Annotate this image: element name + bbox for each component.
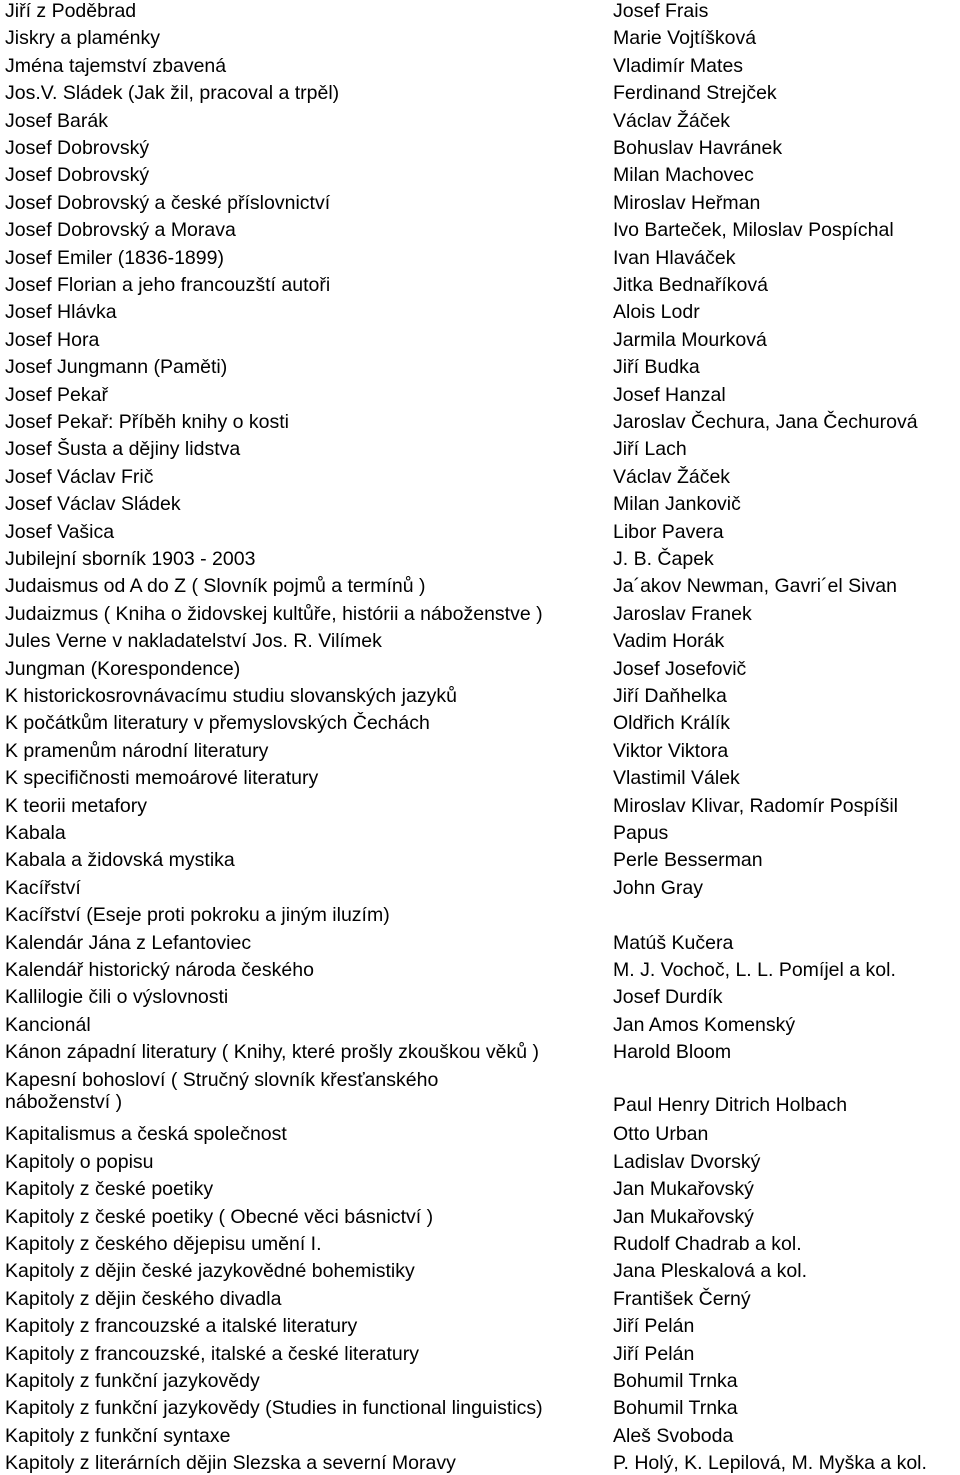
book-title: Josef Pekař — [5, 384, 108, 406]
book-title: Josef Šusta a dějiny lidstva — [5, 438, 241, 460]
book-author: Jitka Bednaříková — [613, 274, 769, 296]
book-title: Judaismus od A do Z ( Slovník pojmů a termínů ) — [5, 575, 426, 597]
book-title: Josef Barák — [5, 110, 108, 132]
book-author: Josef Durdík — [613, 986, 723, 1008]
book-author: Ivan Hlaváček — [613, 247, 736, 269]
book-author: Harold Bloom — [613, 1041, 732, 1063]
book-author: Jiří Budka — [613, 356, 700, 378]
book-title: Kapitoly z francouzské, italské a české literatury — [5, 1343, 420, 1365]
book-title: Kánon západní literatury ( Knihy, které prošly zkouškou věků ) — [5, 1041, 539, 1063]
book-author: J. B. Čapek — [613, 548, 714, 570]
book-author: Ferdinand Strejček — [613, 82, 777, 104]
book-title: Jiskry a plaménky — [5, 27, 160, 49]
book-author: Jiří Daňhelka — [613, 685, 727, 707]
book-title: Kacířství (Eseje proti pokroku a jiným iluzím) — [5, 904, 390, 926]
book-author: Papus — [613, 822, 669, 844]
book-title: Kapitoly z funkční jazykovědy — [5, 1370, 260, 1392]
book-author: Marie Vojtíšková — [613, 27, 757, 49]
book-author: Jiří Pelán — [613, 1343, 695, 1365]
book-title: Jména tajemství zbavená — [5, 55, 227, 77]
book-author: Miroslav Klivar, Radomír Pospíšil — [613, 795, 898, 817]
book-title: Josef Hora — [5, 329, 100, 351]
book-author: Vladimír Mates — [613, 55, 744, 77]
book-author: Jaroslav Franek — [613, 603, 752, 625]
book-author: Alois Lodr — [613, 301, 700, 323]
book-title: Kapitoly z dějin českého divadla — [5, 1288, 282, 1310]
book-author: Libor Pavera — [613, 521, 724, 543]
book-author: P. Holý, K. Lepilová, M. Myška a kol. — [613, 1452, 927, 1474]
book-author: Jan Amos Komenský — [613, 1014, 796, 1036]
book-title: Kapitoly z českého dějepisu umění I. — [5, 1233, 322, 1255]
book-title: Josef Dobrovský — [5, 137, 150, 159]
book-author: Ja´akov Newman, Gavri´el Sivan — [613, 575, 897, 597]
book-title: Jules Verne v nakladatelství Jos. R. Vilímek — [5, 630, 382, 652]
book-title: Jiří z Poděbrad — [5, 0, 137, 22]
book-title: Kacířství — [5, 877, 81, 899]
book-author: Jiří Lach — [613, 438, 687, 460]
book-author: Bohuslav Havránek — [613, 137, 783, 159]
book-author: Josef Frais — [613, 0, 709, 22]
book-author: Jana Pleskalová a kol. — [613, 1260, 808, 1282]
book-author: František Černý — [613, 1288, 751, 1310]
book-title: Josef Dobrovský — [5, 164, 150, 186]
book-title: Kabala a židovská mystika — [5, 849, 235, 871]
book-title: Josef Dobrovský a Morava — [5, 219, 236, 241]
book-title: K specifičnosti memoárové literatury — [5, 767, 319, 789]
book-title: Josef Václav Frič — [5, 466, 154, 488]
book-title: Kapitoly z české poetiky ( Obecné věci básnictví ) — [5, 1206, 434, 1228]
book-title: Judaizmus ( Kniha o židovskej kultůře, histórii a náboženstve ) — [5, 603, 543, 625]
book-author: Václav Žáček — [613, 466, 731, 488]
book-author: Bohumil Trnka — [613, 1370, 738, 1392]
book-author: Jan Mukařovský — [613, 1206, 754, 1228]
book-author: Vlastimil Válek — [613, 767, 740, 789]
book-author: Jarmila Mourková — [613, 329, 767, 351]
book-author: Josef Hanzal — [613, 384, 726, 406]
book-title: Jungman (Korespondence) — [5, 658, 241, 680]
book-title: Kabala — [5, 822, 66, 844]
book-author: Oldřich Králík — [613, 712, 731, 734]
book-author: Josef Josefovič — [613, 658, 747, 680]
book-author: Milan Machovec — [613, 164, 754, 186]
book-title: Kalendár Jána z Lefantoviec — [5, 932, 252, 954]
book-title: Kapitalismus a česká společnost — [5, 1123, 287, 1145]
book-author: Ladislav Dvorský — [613, 1151, 761, 1173]
book-author: Perle Besserman — [613, 849, 763, 871]
book-title: Kallilogie čili o výslovnosti — [5, 986, 229, 1008]
book-title: Kapitoly z funkční syntaxe — [5, 1425, 231, 1447]
book-title: Josef Hlávka — [5, 301, 117, 323]
book-author: Jiří Pelán — [613, 1315, 695, 1337]
book-title: Josef Florian a jeho francouzští autoři — [5, 274, 331, 296]
book-author: Matúš Kučera — [613, 932, 734, 954]
book-author: John Gray — [613, 877, 703, 899]
book-author: Viktor Viktora — [613, 740, 729, 762]
book-title: Kapitoly z francouzské a italské literatury — [5, 1315, 358, 1337]
book-title: Kapesní bohosloví ( Stručný slovník křesťanského náboženství ) — [5, 1069, 439, 1113]
book-author: Ivo Barteček, Miloslav Pospíchal — [613, 219, 894, 241]
book-title: Jubilejní sborník 1903 - 2003 — [5, 548, 256, 570]
book-author: Václav Žáček — [613, 110, 731, 132]
book-title: Josef Dobrovský a české příslovnictví — [5, 192, 331, 214]
book-title: Josef Václav Sládek — [5, 493, 181, 515]
book-title: Kalendář historický národa českého — [5, 959, 314, 981]
book-title: Josef Emiler (1836-1899) — [5, 247, 224, 269]
book-author: Milan Jankovič — [613, 493, 741, 515]
book-title: Kapitoly z dějin české jazykovědné bohemistiky — [5, 1260, 415, 1282]
book-author: Jaroslav Čechura, Jana Čechurová — [613, 411, 918, 433]
book-title: Kancionál — [5, 1014, 91, 1036]
book-author: Bohumil Trnka — [613, 1397, 738, 1419]
book-author: Miroslav Heřman — [613, 192, 761, 214]
book-title: Josef Jungmann (Paměti) — [5, 356, 228, 378]
book-author: Otto Urban — [613, 1123, 709, 1145]
book-title: Jos.V. Sládek (Jak žil, pracoval a trpěl) — [5, 82, 340, 104]
book-title: Josef Pekař: Příběh knihy o kosti — [5, 411, 289, 433]
book-title: Kapitoly o popisu — [5, 1151, 154, 1173]
book-title: K pramenům národní literatury — [5, 740, 269, 762]
book-title: Kapitoly z české poetiky — [5, 1178, 214, 1200]
book-author: Rudolf Chadrab a kol. — [613, 1233, 802, 1255]
book-title: K historickosrovnávacímu studiu slovanských jazyků — [5, 685, 457, 707]
book-title: Josef Vašica — [5, 521, 115, 543]
book-author: M. J. Vochoč, L. L. Pomíjel a kol. — [613, 959, 896, 981]
book-author: Jan Mukařovský — [613, 1178, 754, 1200]
book-title: Kapitoly z funkční jazykovědy (Studies in functional linguistics) — [5, 1397, 543, 1419]
book-title: Kapitoly z literárních dějin Slezska a severní Moravy — [5, 1452, 456, 1474]
book-author: Paul Henry Ditrich Holbach — [613, 1094, 848, 1116]
book-author: Aleš Svoboda — [613, 1425, 734, 1447]
book-author: Vadim Horák — [613, 630, 725, 652]
book-title: K počátkům literatury v přemyslovských Čechách — [5, 712, 430, 734]
book-title: K teorii metafory — [5, 795, 147, 817]
